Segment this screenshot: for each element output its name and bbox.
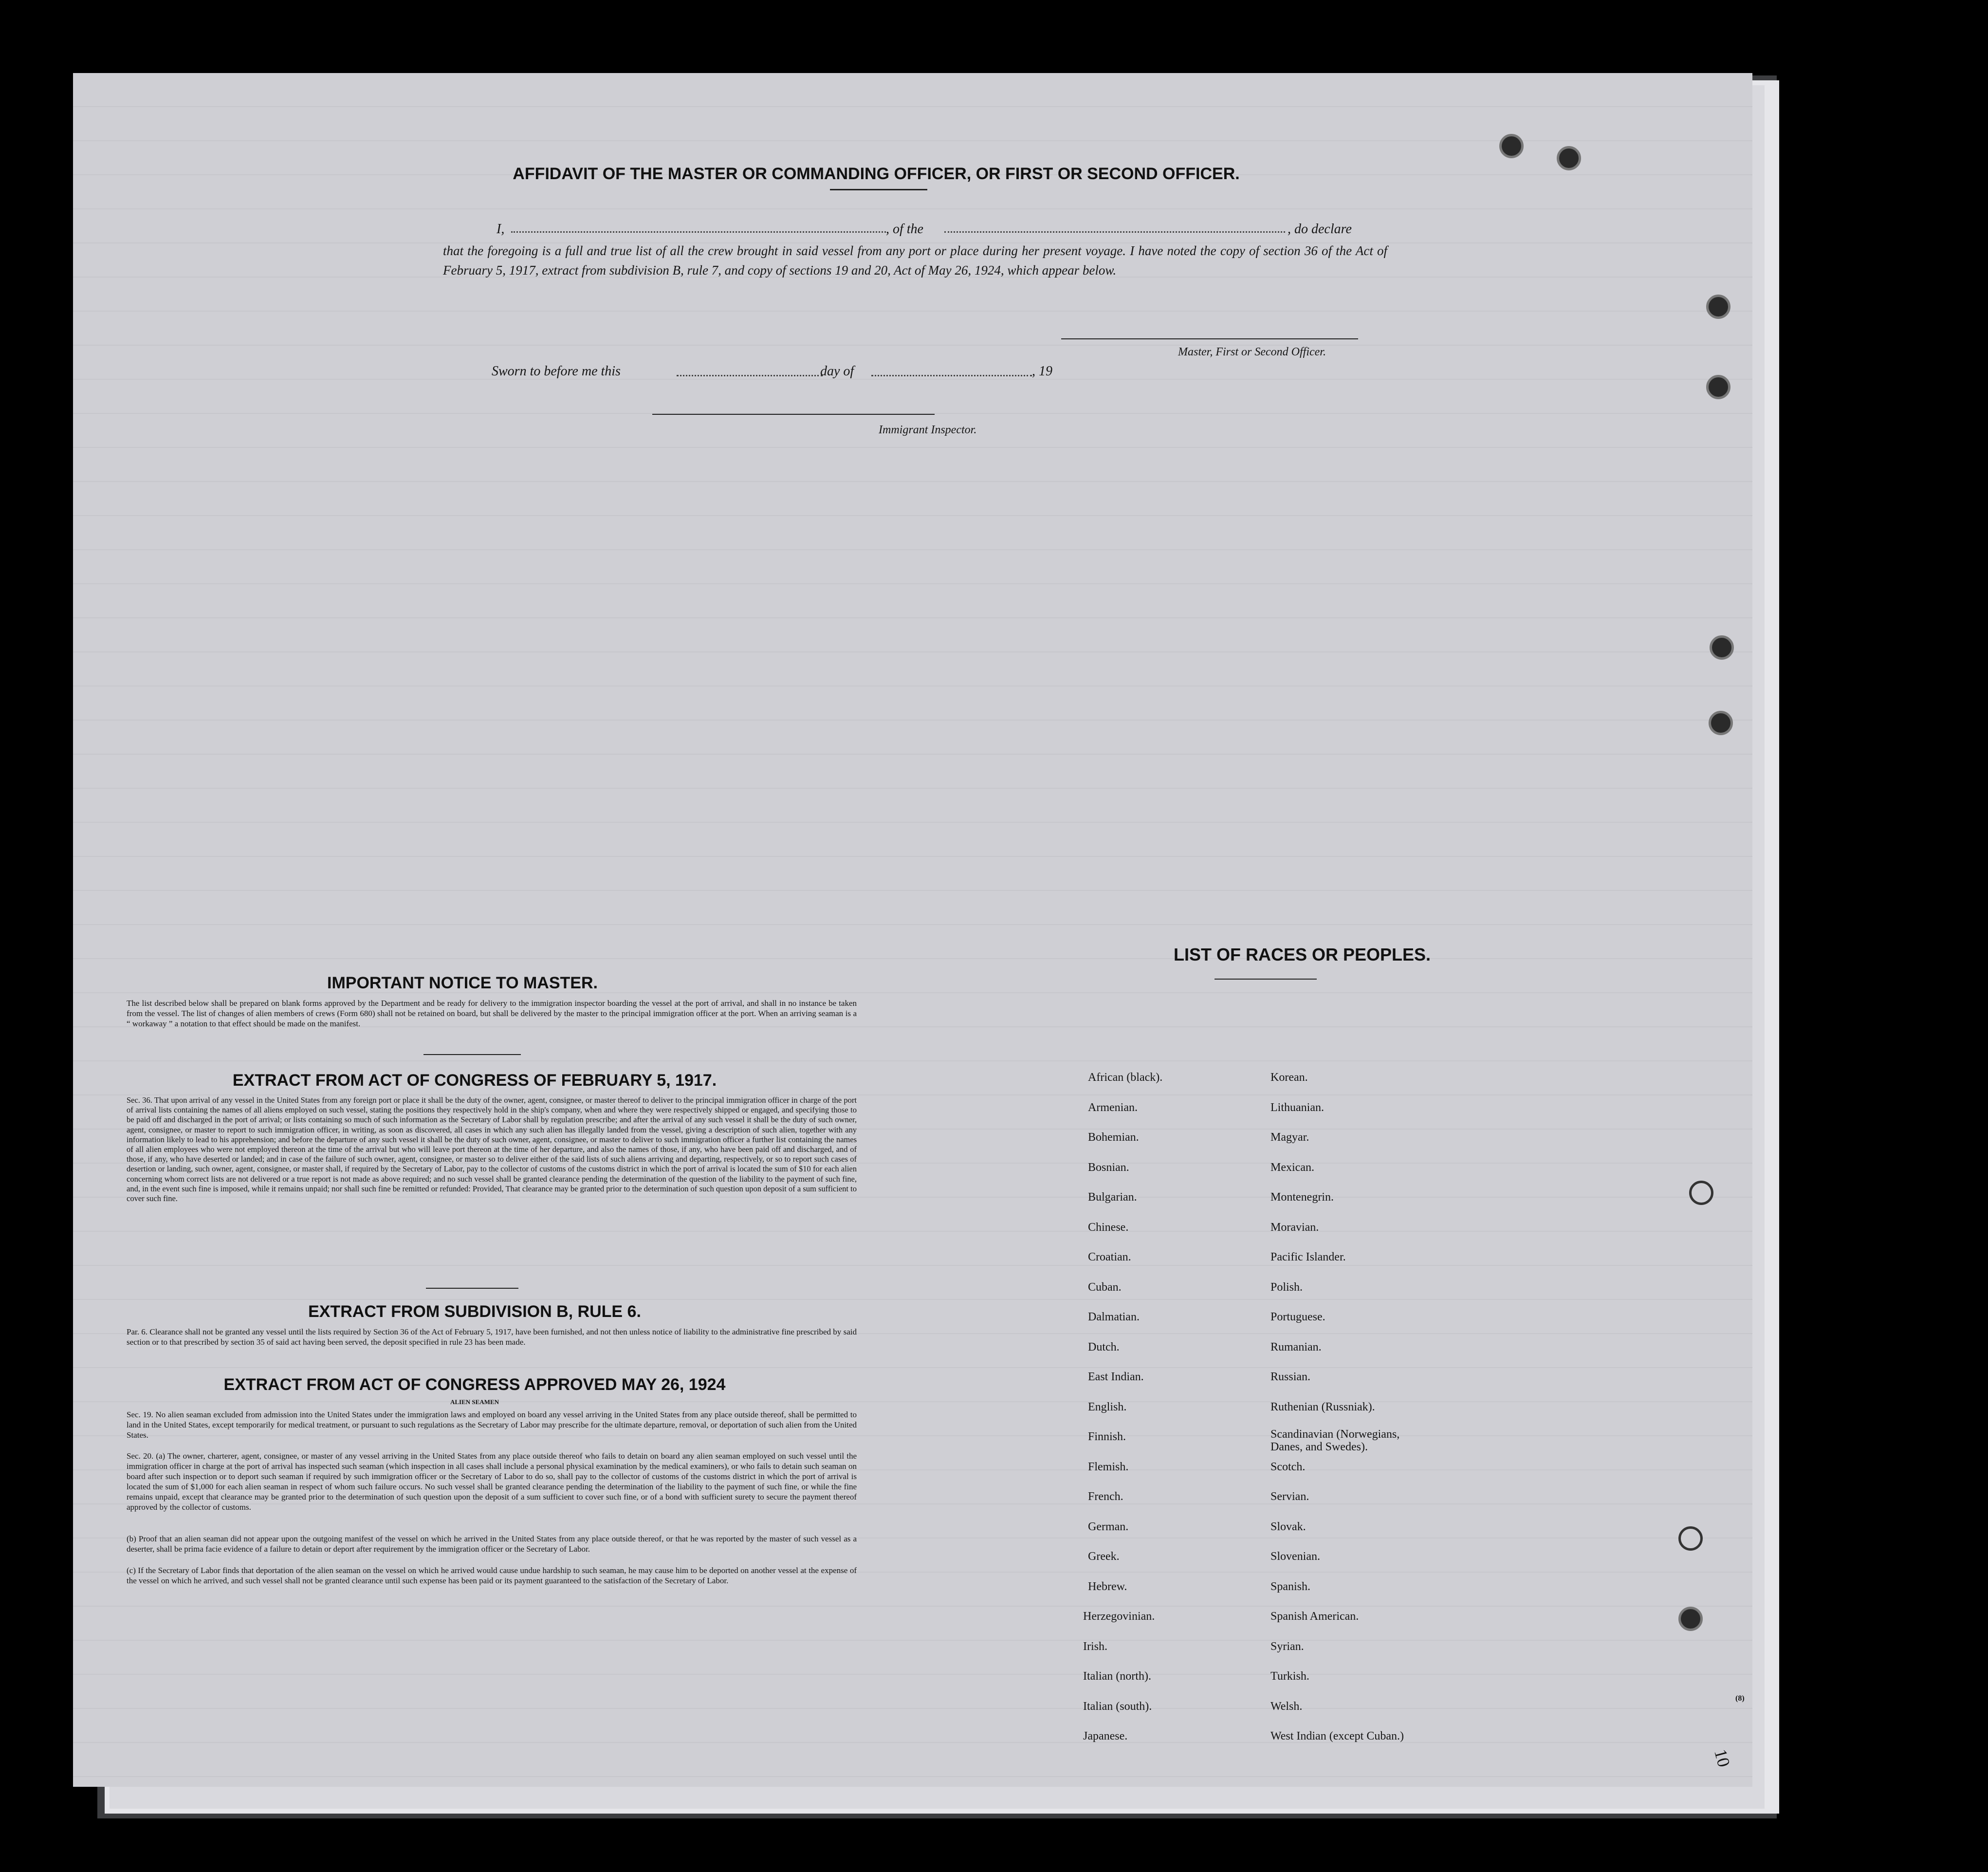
affidavit-title: AFFIDAVIT OF THE MASTER OR COMMANDING OFFICER, OR FIRST OR SECOND OFFICER. xyxy=(513,165,1240,183)
race-item: Finnish. xyxy=(1088,1430,1126,1443)
race-item: German. xyxy=(1088,1520,1129,1533)
day-of-label: day of xyxy=(820,364,854,379)
race-item: Montenegrin. xyxy=(1270,1191,1334,1204)
punch-hole-7 xyxy=(1689,1181,1713,1205)
race-item: Japanese. xyxy=(1083,1730,1128,1742)
races-title-rule xyxy=(1215,979,1317,980)
notice-rule xyxy=(423,1054,521,1055)
extract-1917-title: EXTRACT FROM ACT OF CONGRESS OF FEBRUARY 5, 1917. xyxy=(232,1071,717,1090)
race-item: Greek. xyxy=(1088,1550,1120,1563)
punch-hole-6 xyxy=(1709,711,1733,735)
extract-1917-body: Sec. 36. That upon arrival of any vessel in the United States from any foreign port or place it shall be the duty of the owner, agent, consignee, or master thereof to deliver to the principal immigration officer in charge of the port of arrival lists containing the names of all aliens employed on such vessel, stating the positions they respectively hold in the ship's company, when and where they were respectively shipped or engaged, and specifying those to be paid off and discharged in the port of arrival; or lists containing so much of such information as the Secretary of Labor shall by regulation prescribe; and after the arrival of any such vessel it shall be the duty of such owner, agent, consignee, or master to report to such immigration officer, in writing, as soon as discovered, all cases in which any such alien has illegally landed from the vessel, giving a description of such alien, together with any information likely to lead to his apprehension; and before the departure of any such vessel it shall be the duty of such owner, agent, consignee, or master to deliver to such immigration officer a further list containing the names of all alien employees who were not employed thereon at the time of the arrival but who will leave port thereon at the time of her departure, and also the names of those, if any, who have been paid off and discharged, and of those, if any, who have deserted or landed; and in case of the failure of such owner, agent, consignee, or master so to deliver either of the said lists of such aliens arriving and departing, respectively, or so to report such cases of desertion or landing, such owner, agent, consignee, or master shall, if required by the Secretary of Labor, pay to the collector of customs of the customs district in which the port of arrival is located the sum of $10 for each alien concerning whom correct lists are not delivered or a true report is not made as above required; and no such vessel shall be granted clearance pending the determination of the question of the liability to the payment of such fine, and, in the event such fine is imposed, while it remains unpaid; nor shall such fine be remitted or refunded: Provided, That clearance may be granted prior to the determination of such question upon deposit of a sum sufficient to cover such fine. xyxy=(127,1095,857,1204)
extract-1924-title: EXTRACT FROM ACT OF CONGRESS APPROVED MAY 26, 1924 xyxy=(223,1375,726,1394)
year-label: , 19 xyxy=(1032,364,1052,379)
race-item: Bosnian. xyxy=(1088,1161,1129,1174)
race-item: Armenian. xyxy=(1088,1101,1138,1114)
affidavit-title-rule xyxy=(830,189,927,190)
race-item: Portuguese. xyxy=(1270,1311,1325,1323)
race-item: Irish. xyxy=(1083,1640,1107,1653)
race-item: Spanish. xyxy=(1270,1580,1311,1593)
race-item: Mexican. xyxy=(1270,1161,1314,1174)
sworn-day-blank xyxy=(677,375,823,376)
race-item: Syrian. xyxy=(1270,1640,1304,1653)
race-item: Polish. xyxy=(1270,1280,1303,1294)
punch-hole-4 xyxy=(1706,375,1730,399)
race-item: Flemish. xyxy=(1088,1460,1129,1473)
race-item: Ruthenian (Russniak). xyxy=(1270,1400,1375,1413)
race-item: Spanish American. xyxy=(1270,1610,1359,1623)
affidavit-line-i: I, xyxy=(497,222,505,237)
corner-mark: (8) xyxy=(1735,1694,1745,1703)
affidavit-line-of: , of the xyxy=(886,222,923,237)
race-item: Croatian. xyxy=(1088,1251,1131,1263)
races-title: LIST OF RACES OR PEOPLES. xyxy=(1173,945,1431,964)
race-item: Korean. xyxy=(1270,1071,1308,1084)
race-item: Turkish. xyxy=(1270,1670,1309,1683)
race-item: Italian (north). xyxy=(1083,1670,1151,1683)
punch-hole-1 xyxy=(1499,134,1524,158)
sworn-label: Sworn to before me this xyxy=(492,364,621,379)
punch-hole-9 xyxy=(1678,1607,1703,1631)
race-item: East Indian. xyxy=(1088,1371,1144,1383)
race-item: Slovenian. xyxy=(1270,1550,1320,1563)
race-item: African (black). xyxy=(1088,1071,1163,1084)
subdiv-b-title: EXTRACT FROM SUBDIVISION B, RULE 6. xyxy=(308,1302,641,1321)
notice-title: IMPORTANT NOTICE TO MASTER. xyxy=(327,974,598,992)
race-item: Welsh. xyxy=(1270,1700,1303,1713)
extract-1917-rule xyxy=(426,1288,518,1289)
affidavit-body: that the foregoing is a full and true list of all the crew brought in said vessel from any port or place during her present voyage. I have noted the copy of section 36 of the Act of February 5, 1917, extract from subdivision B, rule 7, and copy of sections 19 and 20, Act of May 26, 1924, which appear below. xyxy=(443,243,1387,278)
punch-hole-5 xyxy=(1710,635,1734,660)
punch-hole-8 xyxy=(1678,1526,1703,1551)
race-item: Hebrew. xyxy=(1088,1580,1127,1593)
race-item: Herzegovinian. xyxy=(1083,1610,1155,1623)
race-item: Magyar. xyxy=(1270,1131,1309,1144)
extract-1924-sec20b: (b) Proof that an alien seaman did not appear upon the outgoing manifest of the vessel on which he arrived in the United States from any place outside thereof, or that he was reported by the master of such vessel as a deserter, shall be prima facie evidence of a failure to detain or deport after requirement by the immigration officer or the Secretary of Labor. xyxy=(127,1534,857,1554)
race-item: Servian. xyxy=(1270,1490,1309,1503)
race-item: Russian. xyxy=(1270,1371,1311,1383)
race-item: English. xyxy=(1088,1400,1127,1413)
extract-1924-sec19: Sec. 19. No alien seaman excluded from admission into the United States under the immigration laws and employed on board any vessel arriving in the United States from any place outside thereof, shall be permitted to land in the United States, except temporarily for medical treatment, or pursuant to such regulations as the Secretary of Labor may prescribe for the ultimate departure, removal, or deportation of such alien from the United States. xyxy=(127,1410,857,1440)
affidavit-line-declare: , do declare xyxy=(1288,222,1352,237)
race-item: Cuban. xyxy=(1088,1280,1122,1294)
race-item: Dalmatian. xyxy=(1088,1311,1140,1323)
race-item: Dutch. xyxy=(1088,1340,1120,1353)
race-item: Chinese. xyxy=(1088,1221,1129,1234)
document-page xyxy=(73,73,1752,1787)
race-item: Slovak. xyxy=(1270,1520,1306,1533)
race-item: Italian (south). xyxy=(1083,1700,1152,1713)
race-item: Moravian. xyxy=(1270,1221,1319,1234)
notice-body: The list described below shall be prepared on blank forms approved by the Department and be ready for delivery to the immigration inspector boarding the vessel at the port of arrival, and shall in no instance be taken from the vessel. The list of changes of alien members of crews (Form 680) shall not be retained on board, but shall be delivered by the master to the principal immigration officer at the port. When an arriving seaman is a “ workaway ” a notation to that effect should be made on the manifest. xyxy=(127,999,857,1028)
race-item: Bohemian. xyxy=(1088,1131,1139,1144)
bottom-mark: 10 xyxy=(1711,1747,1734,1769)
punch-hole-3 xyxy=(1706,295,1730,319)
race-item: Scandinavian (Norwegians, Danes, and Swedes). xyxy=(1270,1428,1400,1453)
inspector-signature-line xyxy=(652,414,935,415)
subdiv-b-body: Par. 6. Clearance shall not be granted any vessel until the lists required by Section 36 of the Act of February 5, 1917, have been furnished, and not then unless notice of liability to the administrative fine prescribed by said section or to that prescribed by section 35 of said act having been served, the deposit specified in rule 23 has been made. xyxy=(127,1327,857,1347)
affidavit-vessel-blank xyxy=(944,231,1285,233)
inspector-signature-label: Immigrant Inspector. xyxy=(879,424,977,436)
bleed-through-texture xyxy=(73,73,1752,1787)
punch-hole-2 xyxy=(1557,146,1581,170)
affidavit-name-blank xyxy=(511,231,886,233)
race-item: West Indian (except Cuban.) xyxy=(1270,1730,1404,1742)
race-item: Scotch. xyxy=(1270,1460,1306,1473)
extract-1924-sec20c: (c) If the Secretary of Labor finds that deportation of the alien seaman on the vessel on which he arrived would cause undue hardship to such seaman, he may cause him to be deported on another vessel at the expense of the vessel on which he arrived, and such vessel shall not be granted clearance until such expense has been paid or its payment guaranteed to the satisfaction of the Secretary of Labor. xyxy=(127,1566,857,1585)
master-signature-line xyxy=(1061,338,1358,339)
race-item: Pacific Islander. xyxy=(1270,1251,1346,1263)
race-item: Lithuanian. xyxy=(1270,1101,1324,1114)
extract-1924-subtitle: ALIEN SEAMEN xyxy=(450,1398,499,1406)
master-signature-label: Master, First or Second Officer. xyxy=(1178,346,1326,358)
sworn-month-blank xyxy=(871,375,1032,376)
race-item: French. xyxy=(1088,1490,1123,1503)
race-item: Rumanian. xyxy=(1270,1340,1322,1353)
extract-1924-sec20a: Sec. 20. (a) The owner, charterer, agent, consignee, or master of any vessel arriving in the United States from any place outside thereof who fails to detain on board any alien seaman employed on such vessel until the immigration officer in charge at the port of arrival has inspected such seaman (which inspection in all cases shall include a personal physical examination by the medical examiners), or who fails to detain such seaman on board after such inspection or to deport such seaman if required by such immigration officer or the Secretary of Labor to do so, shall pay to the collector of customs of the customs district in which the port of arrival is located the sum of $1,000 for each alien seaman in respect of whom such failure occurs. No such vessel shall be granted clearance pending the determination of the liability to the payment of such fine, or while the fine remains unpaid, except that clearance may be granted prior to the determination of such question upon the deposit of a sum sufficient to cover such fine, or of a bond with sufficient surety to secure the payment thereof approved by the collector of customs. xyxy=(127,1451,857,1512)
race-item: Bulgarian. xyxy=(1088,1191,1137,1204)
